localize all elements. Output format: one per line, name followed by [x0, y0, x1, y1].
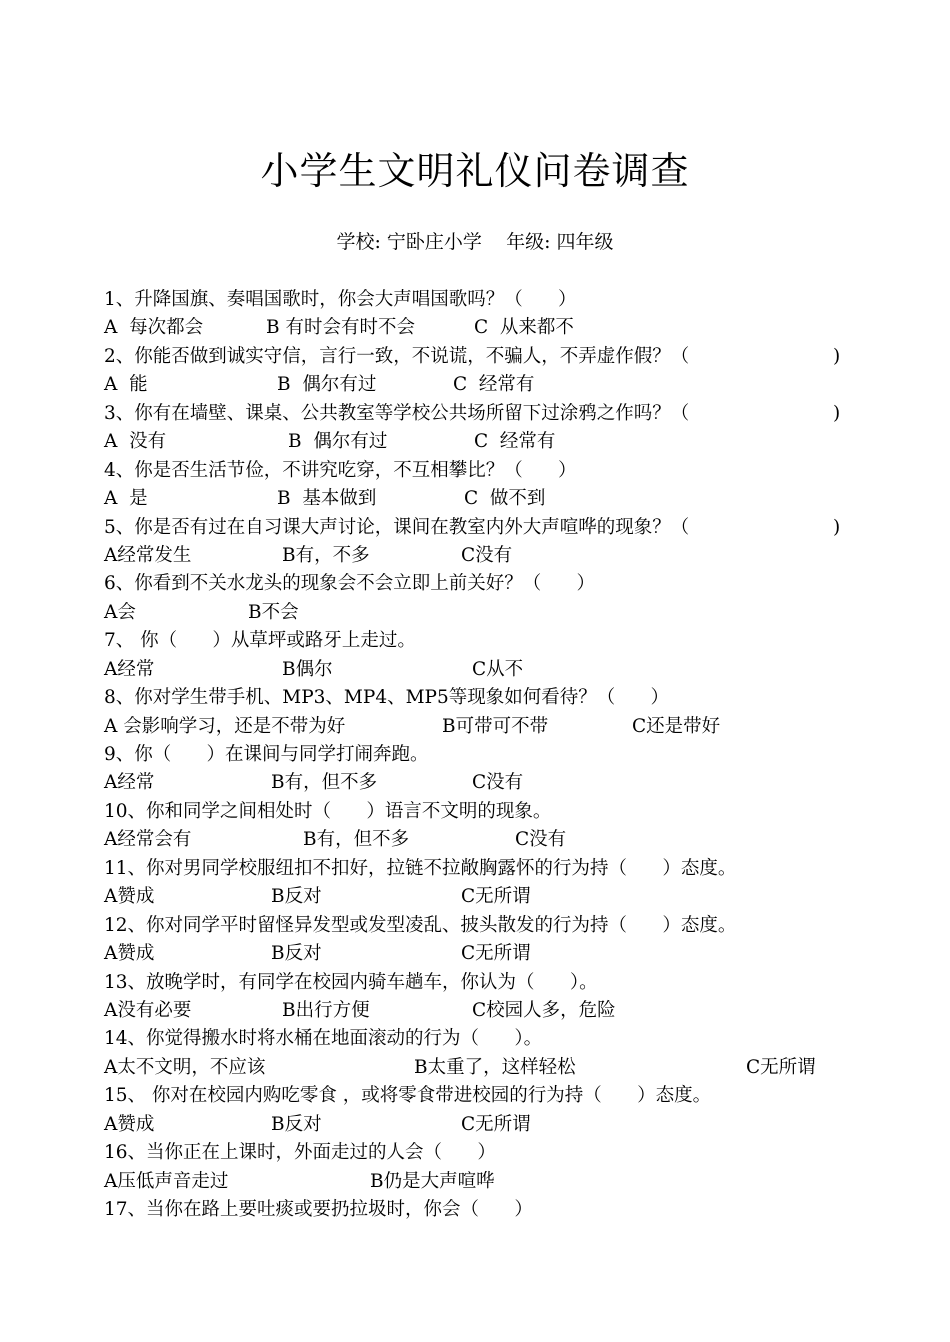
question-2-options: [104, 371, 864, 399]
option-a: A太不文明，不应该: [104, 1056, 266, 1078]
question-1: 1、升降国旗、奏唱国歌时，你会大声唱国歌吗？（ ）: [104, 289, 577, 310]
option-a: A没有必要: [104, 999, 192, 1021]
option-c: C 从来都不: [474, 317, 574, 339]
option-a: A 每次都会: [104, 317, 204, 339]
question-3-options: [104, 428, 864, 456]
option-c: C无所谓: [461, 886, 531, 908]
option-c: C无所谓: [461, 1113, 531, 1135]
page-subtitle: 学校: 宁卧庄小学 年级: 四年级: [336, 231, 614, 253]
option-a: A会: [104, 601, 136, 623]
option-b: B偶尔: [282, 658, 333, 680]
question-13: 13、放晚学时，有同学在校园内骑车趟车，你认为（ ）。: [104, 971, 598, 993]
question-12: 12、你对同学平时留怪异发型或发型凌乱、披头散发的行为持（ ）态度。: [104, 914, 737, 936]
option-c: C 经常有: [453, 374, 535, 396]
option-c: C没有: [461, 544, 513, 566]
option-b: B 基本做到: [277, 488, 377, 510]
question-11-options: [104, 883, 864, 911]
option-b: B可带可不带: [442, 715, 549, 737]
question-14-options: [104, 1054, 864, 1082]
question-6: 6、你看到不关水龙头的现象会不会立即上前关好？（ ）: [104, 573, 596, 595]
question-15: 15、 你对在校园内购吃零食 ，或将零食带进校园的行为持（ ）态度。: [104, 1085, 712, 1107]
option-b: B反对: [271, 1113, 322, 1135]
option-c: C没有: [472, 772, 524, 794]
option-a: A 能: [104, 374, 148, 396]
option-b: B出行方便: [282, 999, 370, 1021]
option-a: A经常发生: [104, 544, 192, 566]
option-a: A赞成: [104, 1113, 155, 1135]
option-a: A 会影响学习，还是不带为好: [104, 715, 346, 737]
option-c: C无所谓: [746, 1056, 816, 1078]
question-8-options: [104, 713, 864, 741]
question-12-options: [104, 940, 864, 968]
option-b: B有，但不多: [271, 772, 378, 794]
option-a: A赞成: [104, 943, 155, 965]
option-b: B太重了，这样轻松: [414, 1056, 576, 1078]
question-list: [104, 286, 864, 1224]
option-c: C 经常有: [474, 431, 556, 453]
question-4-options: [104, 485, 864, 513]
option-c: C没有: [515, 829, 567, 851]
page-title: 小学生文明礼仪问卷调查: [260, 149, 690, 193]
question-10: 10、你和同学之间相处时（ ）语言不文明的现象。: [104, 800, 552, 822]
question-11: 11、你对男同学校服纽扣不扣好，拉链不拉敞胸露怀的行为持（ ）态度。: [104, 857, 737, 879]
option-a: A 是: [104, 488, 148, 510]
question-17: 17、当你在路上要吐痰或要扔拉圾时，你会（ ）: [104, 1199, 533, 1220]
option-c: C从不: [472, 658, 524, 680]
option-c: C 做不到: [464, 488, 546, 510]
question-5-options: [104, 542, 864, 570]
question-10-options: [104, 826, 864, 854]
option-b: B有，但不多: [303, 829, 410, 851]
option-b: B反对: [271, 886, 322, 908]
option-b: B 偶尔有过: [288, 431, 388, 453]
option-b: B 有时会有时不会: [266, 317, 415, 339]
question-9-options: [104, 769, 864, 797]
question-7: 7、 你（ ）从草坪或路牙上走过。: [104, 630, 416, 652]
question-1-options: [104, 314, 864, 342]
question-7-options: [104, 656, 864, 684]
option-a: A经常: [104, 658, 155, 680]
option-a: A经常会有: [104, 829, 192, 851]
question-6-options: [104, 599, 864, 627]
option-b: B反对: [271, 943, 322, 965]
option-c: C校园人多，危险: [472, 999, 616, 1021]
question-9: 9、你（ ）在课间与同学打闹奔跑。: [104, 744, 429, 765]
option-b: B仍是大声喧哗: [370, 1170, 495, 1192]
option-c: C还是带好: [632, 715, 721, 737]
question-13-options: [104, 997, 864, 1025]
question-2: 2、你能否做到诚实守信，言行一致，不说谎，不骗人，不弄虚作假？（ ): [104, 345, 841, 367]
option-b: B 偶尔有过: [277, 374, 377, 396]
option-a: A 没有: [104, 431, 167, 453]
question-16-options: [104, 1168, 864, 1196]
option-a: A经常: [104, 772, 155, 794]
question-3: 3、你有在墙壁、课桌、公共教室等学校公共场所留下过涂鸦之作吗？（ ): [104, 402, 841, 424]
option-c: C无所谓: [461, 943, 531, 965]
option-b: B不会: [248, 601, 299, 623]
question-16: 16、当你正在上课时，外面走过的人会（ ）: [104, 1142, 496, 1164]
question-4: 4、你是否生活节俭，不讲究吃穿，不互相攀比？（ ）: [104, 459, 577, 481]
question-5: 5、你是否有过在自习课大声讨论，课间在教室内外大声喧哗的现象？（ ): [104, 516, 841, 538]
question-15-options: [104, 1111, 864, 1139]
question-8: 8、你对学生带手机、MP3、MP4、MP5等现象如何看待？（ ）: [104, 687, 670, 709]
option-b: B有，不多: [282, 544, 370, 566]
option-a: A赞成: [104, 886, 155, 908]
question-14: 14、你觉得搬水时将水桶在地面滚动的行为（ ）。: [104, 1028, 543, 1050]
option-a: A压低声音走过: [104, 1170, 229, 1192]
